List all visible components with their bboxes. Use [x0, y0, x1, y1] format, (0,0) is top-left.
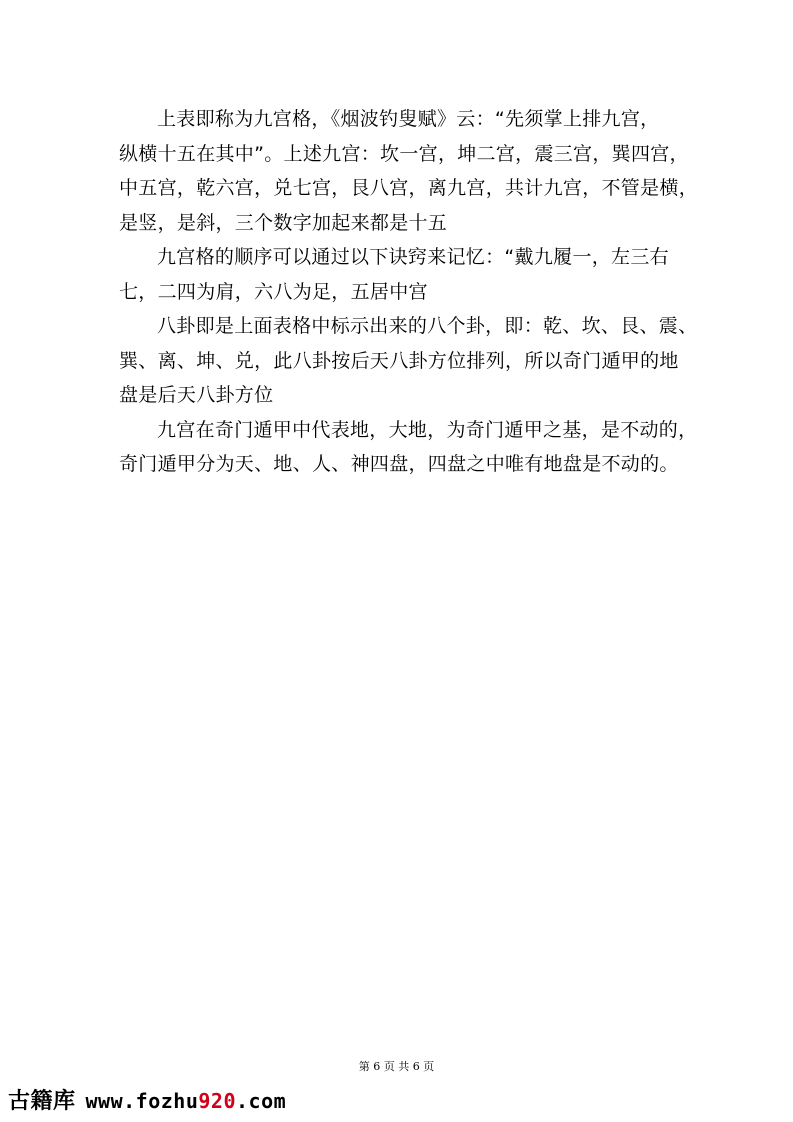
text-line: 是竖，是斜，三个数字加起来都是十五 — [119, 211, 448, 234]
watermark-url-prefix: www.fozhu — [85, 1089, 199, 1113]
watermark-url-suffix: .com — [236, 1089, 287, 1113]
text-line: 上表即称为九宫格，《烟波钓叟赋》云：“先须掌上排九宫， — [157, 108, 660, 130]
page-number-footer: 第 6 页 共 6 页 — [358, 1060, 435, 1073]
text-line: 八卦即是上面表格中标示出来的八个卦，即：乾、坎、艮、震、 — [157, 315, 698, 337]
text-line: 盘是后天八卦方位 — [119, 384, 274, 406]
paragraph-1 — [119, 102, 699, 240]
watermark-name: 古籍库 — [8, 1089, 76, 1114]
text-line: 奇门遁甲分为天、地、人、神四盘，四盘之中唯有地盘是不动的。 — [119, 453, 679, 475]
text-line: 纵横十五在其中”。上述九宫：坎一宫，坤二宫，震三宫，巽四宫， — [119, 142, 689, 165]
site-watermark[interactable] — [8, 1084, 286, 1115]
watermark-url-number: 920 — [198, 1089, 237, 1113]
text-line: 七，二四为肩，六八为足，五居中宫 — [119, 280, 428, 303]
watermark-url[interactable] — [86, 1089, 287, 1113]
text-line: 巽、离、坤、兑，此八卦按后天八卦方位排列，所以奇门遁甲的地 — [119, 349, 679, 372]
text-line: 中五宫，乾六宫，兑七宫，艮八宫，离九宫，共计九宫，不管是横， — [119, 177, 699, 199]
paragraph-4 — [119, 413, 698, 482]
text-line: 九宫在奇门遁甲中代表地，大地，为奇门遁甲之基，是不动的， — [157, 418, 698, 441]
paragraph-3 — [119, 309, 698, 413]
text-line: 九宫格的顺序可以通过以下诀窍来记忆：“戴九履一，左三右 — [157, 246, 669, 268]
document-body — [119, 102, 699, 482]
paragraph-2 — [119, 240, 679, 309]
